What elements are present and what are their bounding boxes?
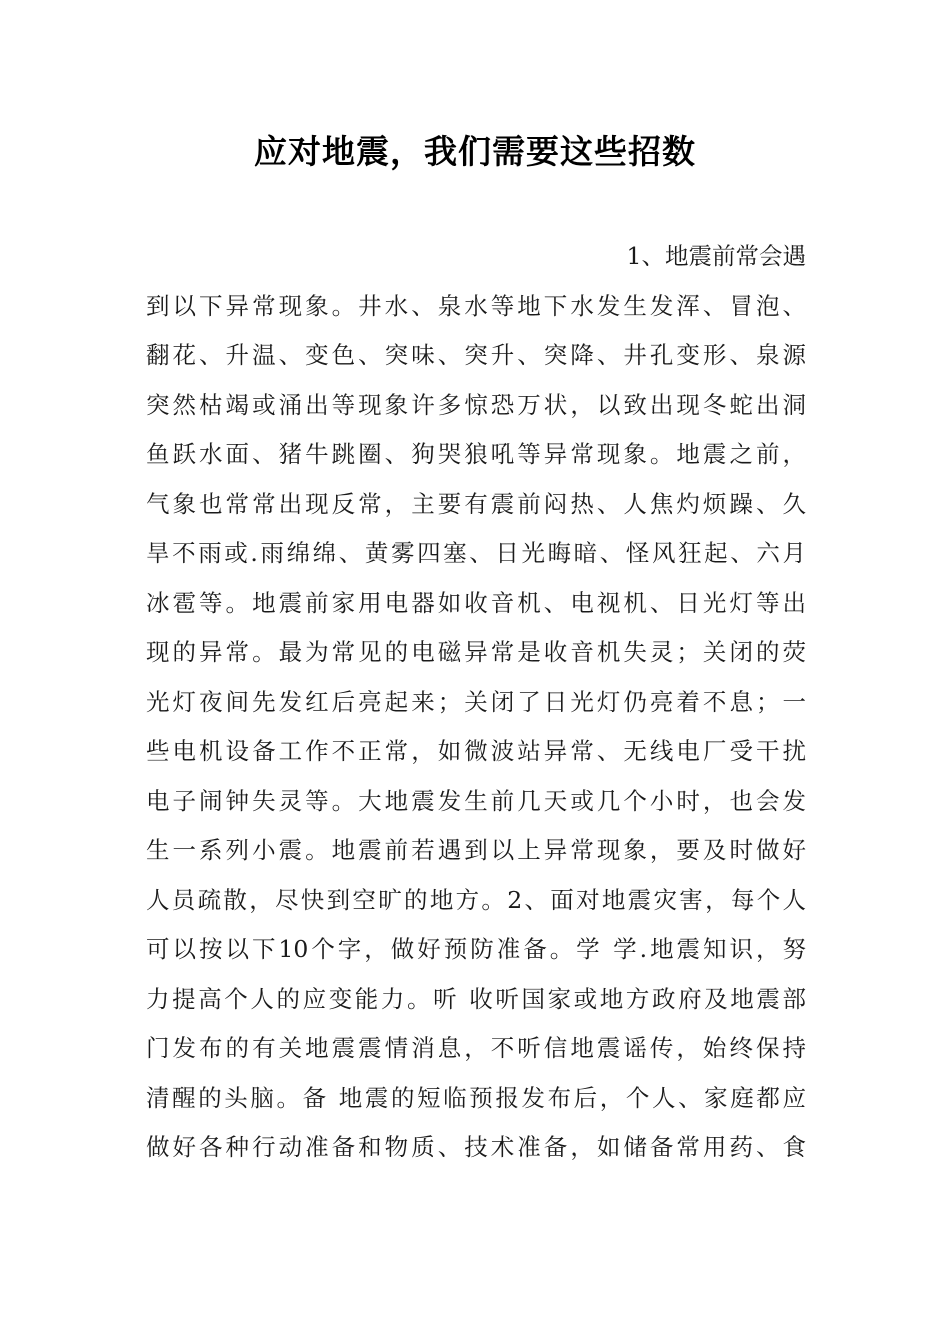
- document-body: [146, 232, 806, 1173]
- paragraph-line: 清醒的头脑。备 地震的短临预报发布后，个人、家庭都应: [146, 1083, 806, 1112]
- paragraph-line: 到以下异常现象。井水、泉水等地下水发生发浑、冒泡、: [146, 291, 806, 320]
- paragraph-line: 现的异常。最为常见的电磁异常是收音机失灵；关闭的荧: [146, 638, 806, 666]
- paragraph-line: 生一系列小震。地震前若遇到以上异常现象，要及时做好: [146, 836, 806, 864]
- paragraph-line: 力提高个人的应变能力。听 收听国家或地方政府及地震部: [146, 984, 806, 1013]
- paragraph-line: 光灯夜间先发红后亮起来；关闭了日光灯仍亮着不息；一: [146, 687, 806, 716]
- paragraph-line: 做好各种行动准备和物质、技术准备，如储备常用药、食: [146, 1133, 806, 1161]
- paragraph-line: 冰雹等。地震前家用电器如收音机、电视机、日光灯等出: [146, 588, 806, 617]
- paragraph-line: 旱不雨或.雨绵绵、黄雾四塞、日光晦暗、怪风狂起、六月: [146, 539, 806, 567]
- paragraph-line: 1、地震前常会遇: [626, 242, 806, 270]
- paragraph-line: 人员疏散，尽快到空旷的地方。2、面对地震灾害，每个人: [146, 885, 806, 914]
- paragraph-line: 可以按以下10个字，做好预防准备。学 学.地震知识，努: [146, 935, 806, 963]
- paragraph-line: 些电机设备工作不正常，如微波站异常、无线电厂受干扰: [146, 737, 806, 765]
- paragraph-line: 翻花、升温、变色、突味、突升、突降、井孔变形、泉源: [146, 341, 806, 369]
- document-title: 应对地震，我们需要这些招数: [254, 132, 696, 171]
- paragraph-line: 突然枯竭或涌出等现象许多惊恐万状，以致出现冬蛇出洞: [146, 390, 806, 419]
- paragraph-line: 气象也常常出现反常，主要有震前闷热、人焦灼烦躁、久: [146, 489, 806, 518]
- paragraph-line: 鱼跃水面、猪牛跳圈、狗哭狼吼等异常现象。地震之前，: [146, 440, 806, 468]
- paragraph-line: 门发布的有关地震震情消息，不听信地震谣传，始终保持: [146, 1034, 806, 1062]
- paragraph-line: 电子闹钟失灵等。大地震发生前几天或几个小时，也会发: [146, 786, 806, 815]
